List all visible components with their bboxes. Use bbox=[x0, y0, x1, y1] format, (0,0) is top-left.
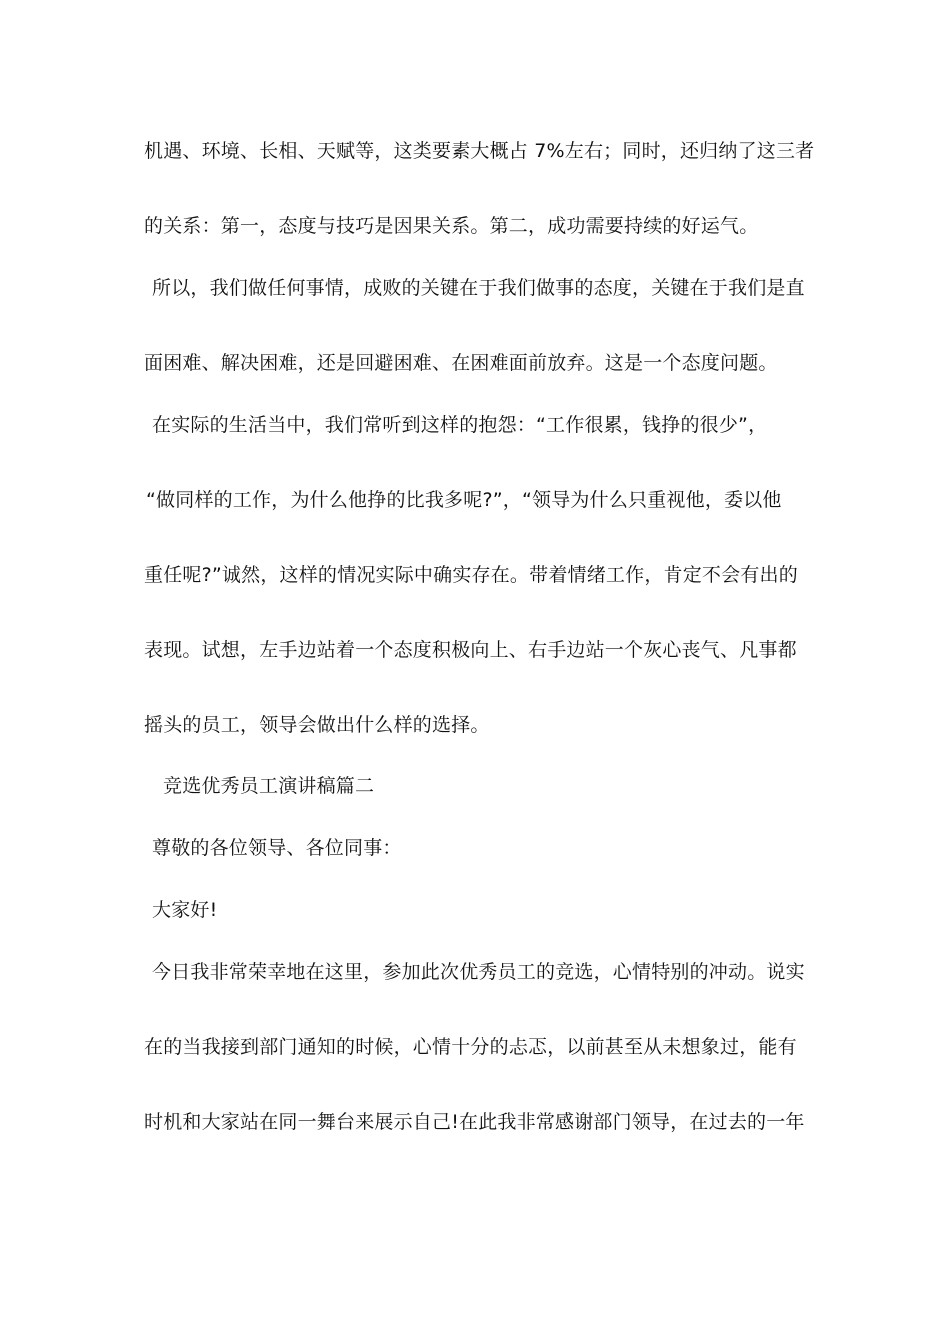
section-heading: 竞选优秀员工演讲稿篇二 bbox=[163, 775, 375, 797]
paragraph-line: “做同样的工作，为什么他挣的比我多呢?”，“领导为什么只重视他，委以他 bbox=[146, 489, 782, 511]
paragraph-line: 在的当我接到部门通知的时候，心情十分的忐忑，以前甚至从未想象过，能有 bbox=[144, 1036, 797, 1058]
paragraph-line: 机遇、环境、长相、天赋等，这类要素大概占 7%左右；同时，还归纳了这三者 bbox=[144, 140, 815, 162]
paragraph-line: 面困难、解决困难，还是回避困难、在困难面前放弃。这是一个态度问题。 bbox=[144, 352, 778, 374]
salutation: 尊敬的各位领导、各位同事： bbox=[152, 837, 402, 859]
paragraph-line: 时机和大家站在同一舞台来展示自己!在此我非常感谢部门领导，在过去的一年 bbox=[144, 1111, 805, 1133]
paragraph-line: 表现。试想，左手边站着一个态度积极向上、右手边站一个灰心丧气、凡事都 bbox=[144, 639, 797, 661]
paragraph-line: 今日我非常荣幸地在这里，参加此次优秀员工的竞选，心情特别的冲动。说实 bbox=[152, 961, 805, 983]
paragraph-line: 重任呢?”诚然，这样的情况实际中确实存在。带着情绪工作，肯定不会有出的 bbox=[144, 564, 798, 586]
paragraph-line: 摇头的员工，领导会做出什么样的选择。 bbox=[144, 714, 490, 736]
greeting: 大家好! bbox=[152, 899, 218, 921]
paragraph-line: 的关系：第一，态度与技巧是因果关系。第二，成功需要持续的好运气。 bbox=[144, 215, 759, 237]
paragraph-line: 在实际的生活当中，我们常听到这样的抱怨：“工作很累，钱挣的很少”， bbox=[152, 414, 768, 436]
paragraph-line: 所以，我们做任何事情，成败的关键在于我们做事的态度，关键在于我们是直 bbox=[152, 277, 805, 299]
